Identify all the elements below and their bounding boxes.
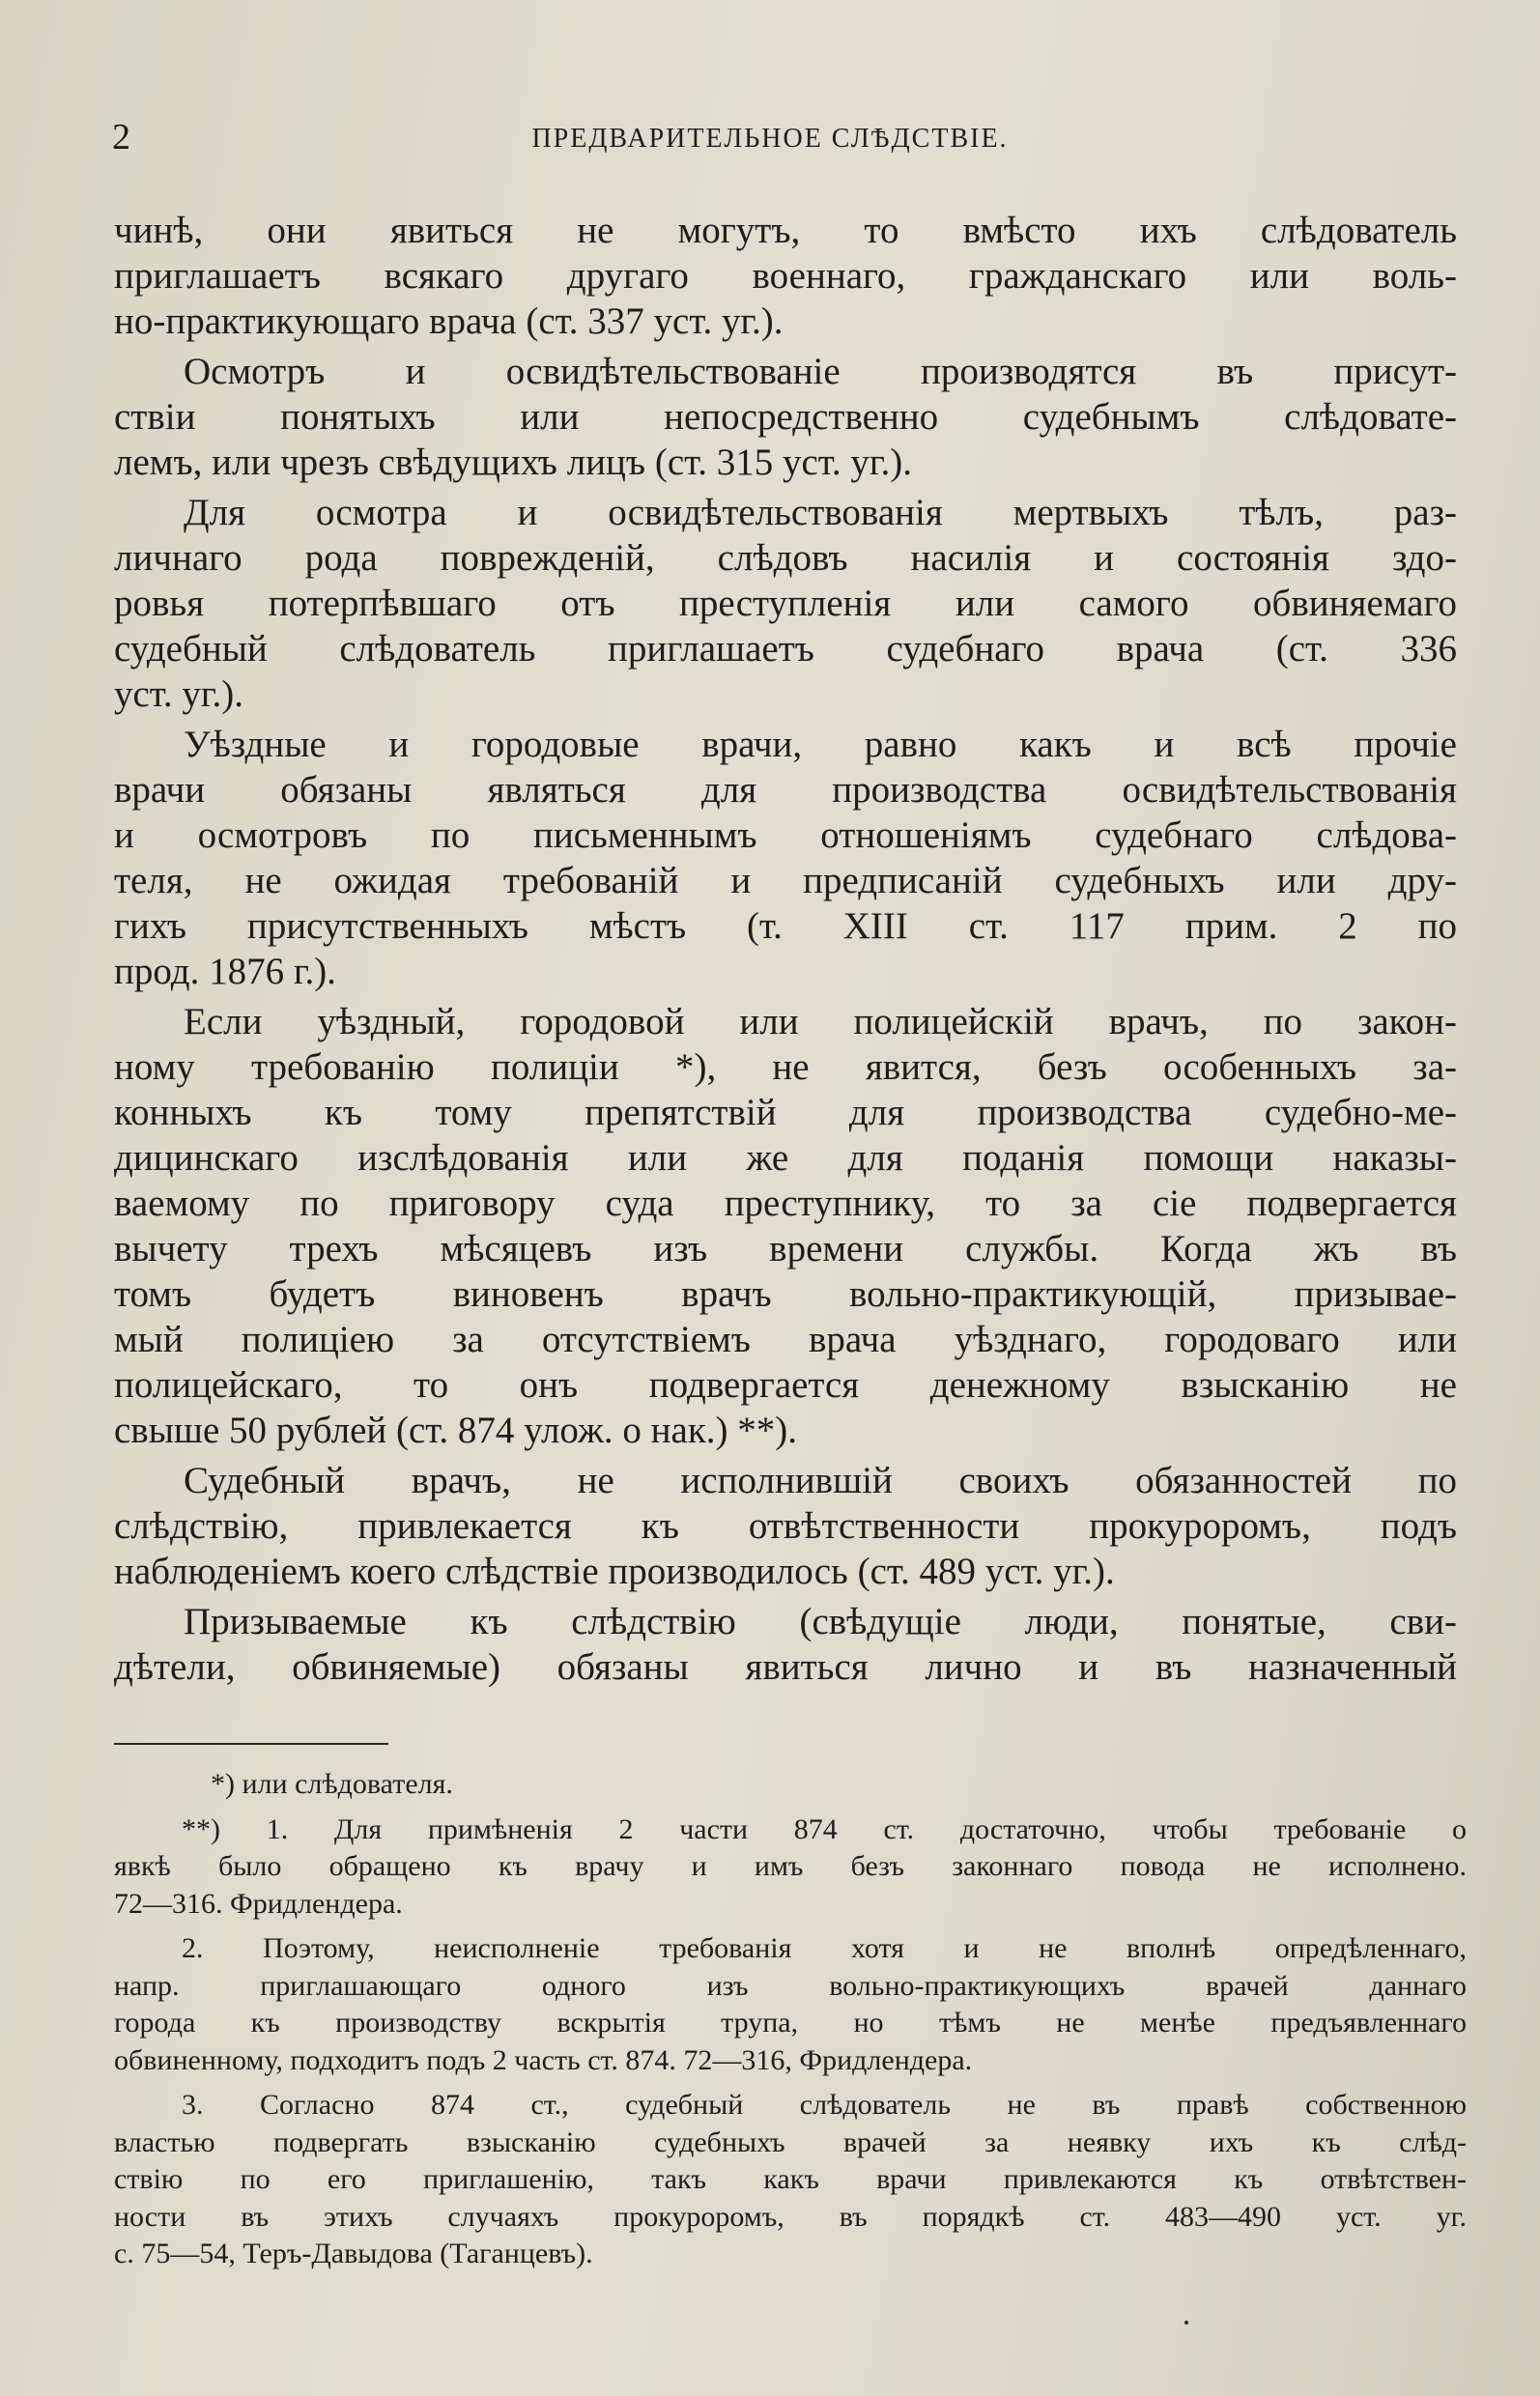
text-line: Судебный врачъ, не исполнившій своихъ обязанностей по	[184, 1460, 1457, 1501]
paragraph	[114, 1458, 1457, 1594]
text-line: и осмотровъ по письменнымъ отношеніямъ судебнаго слѣдова-	[114, 814, 1457, 856]
text-line: уст. уг.).	[114, 673, 244, 715]
footnote-line: *) или слѣдователя.	[211, 1768, 453, 1800]
paragraph	[114, 999, 1457, 1453]
text-line: ствіи понятыхъ или непосредственно судебнымъ слѣдовате-	[114, 396, 1457, 438]
text-line: вычету трехъ мѣсяцевъ изъ времени службы. Когда жъ въ	[114, 1228, 1457, 1269]
text-line: свыше 50 рублей (ст. 874 улож. о нак.) **).	[114, 1410, 797, 1451]
paragraph	[114, 1599, 1457, 1690]
footnote-line: напр. приглашающаго одного изъ вольно-практикующихъ врачей даннаго	[114, 1969, 1467, 2002]
text-line: наблюденіемъ коего слѣдствіе производилось (ст. 489 уст. уг.).	[114, 1551, 1115, 1592]
text-line: но-практикующаго врача (ст. 337 уст. уг.).	[114, 300, 784, 342]
footnote-separator	[114, 1743, 388, 1745]
text-line: приглашаетъ всякаго другаго военнаго, гражданскаго или воль-	[114, 255, 1457, 297]
paragraph	[114, 490, 1457, 717]
footnote-line: ствію по его приглашенію, такъ какъ врачи привлекаются къ отвѣтствен-	[114, 2163, 1467, 2195]
text-line: ваемому по приговору суда преступнику, то за сіе подвергается	[114, 1183, 1457, 1224]
text-line: Призываемые къ слѣдствію (свѣдущіе люди, понятые, сви-	[184, 1601, 1457, 1642]
text-line: ровья потерпѣвшаго отъ преступленія или самого обвиняемаго	[114, 583, 1457, 624]
text-line: лемъ, или чрезъ свѣдущихъ лицъ (ст. 315 уст. уг.).	[114, 442, 912, 483]
text-line: Уѣздные и городовые врачи, равно какъ и всѣ прочіе	[184, 724, 1457, 765]
footnotes	[114, 1758, 1467, 2273]
footnote-line: 72—316. Фридлендера.	[114, 1887, 403, 1920]
text-line: Для осмотра и освидѣтельствованія мертвыхъ тѣлъ, раз-	[184, 492, 1457, 533]
text-line: дицинскаго изслѣдованія или же для поданія помощи наказы-	[114, 1137, 1457, 1179]
paragraph	[114, 722, 1457, 994]
footnote	[114, 1811, 1467, 1924]
paragraph	[114, 349, 1457, 485]
footnote-line: города къ производству вскрытія трупа, но тѣмъ не менѣе предъявленнаго	[114, 2007, 1467, 2039]
text-line: судебный слѣдователь приглашаетъ судебнаго врача (ст. 336	[114, 628, 1457, 670]
footnote-line: с. 75—54, Теръ-Давыдова (Таганцевъ).	[114, 2238, 593, 2269]
text-line: слѣдствію, привлекается къ отвѣтственности прокуроромъ, подъ	[114, 1505, 1457, 1547]
footnote	[114, 2087, 1467, 2273]
footnote-line: властью подвергать взысканію судебныхъ врачей за неявку ихъ къ слѣд-	[114, 2125, 1467, 2158]
text-line: прод. 1876 г.).	[114, 951, 336, 992]
text-line: дѣтели, обвиняемые) обязаны явиться лично и въ назначенный	[114, 1646, 1457, 1688]
text-line: ному требованію полиціи *), не явится, безъ особенныхъ за-	[114, 1046, 1457, 1088]
text-line: Если уѣздный, городовой или полицейскій врачъ, по закон-	[184, 1001, 1457, 1042]
footnote	[114, 1766, 1467, 1804]
text-line: теля, не ожидая требованій и предписаній судебныхъ или дру-	[114, 860, 1457, 901]
text-line: томъ будетъ виновенъ врачъ вольно-практикующій, призывае-	[114, 1273, 1457, 1315]
footnote	[114, 1930, 1467, 2079]
footnote-line: 3. Согласно 874 ст., судебный слѣдователь не въ правѣ собственною	[182, 2089, 1467, 2121]
main-text	[114, 203, 1457, 1690]
text-line: конныхъ къ тому препятствій для производства судебно-ме-	[114, 1092, 1457, 1133]
text-line: чинѣ, они явиться не могутъ, то вмѣсто ихъ слѣдователь	[114, 210, 1457, 251]
text-line: мый полиціею за отсутствіемъ врача уѣзднаго, городоваго или	[114, 1319, 1457, 1360]
text-line: полицейскаго, то онъ подвергается денежному взысканію не	[114, 1364, 1457, 1406]
footnote-line: **) 1. Для примѣненія 2 части 874 ст. достаточно, чтобы требованіе о	[182, 1812, 1467, 1845]
footnote-line: 2. Поэтому, неисполненіе требованія хотя и не вполнѣ опредѣленнаго,	[182, 1932, 1467, 1964]
running-title: ПРЕДВАРИТЕЛЬНОЕ СЛѢДСТВІЕ.	[531, 124, 1009, 154]
paragraph	[114, 208, 1457, 344]
text-line: врачи обязаны являться для производства освидѣтельствованія	[114, 769, 1457, 811]
text-line: Осмотръ и освидѣтельствованіе производятся въ присут-	[184, 351, 1457, 392]
print-speck	[1184, 2321, 1188, 2325]
text-line: гихъ присутственныхъ мѣстъ (т. XIII ст. 117 прим. 2 по	[114, 905, 1457, 947]
footnote-line: обвиненному, подходитъ подъ 2 часть ст. 874. 72—316, Фридлендера.	[114, 2043, 973, 2076]
footnote-line: явкѣ было обращено къ врачу и имъ безъ законнаго повода не исполнено.	[114, 1850, 1467, 1882]
text-line: личнаго рода поврежденій, слѣдовъ насилія и состоянія здо-	[114, 537, 1457, 579]
footnote-line: ности въ этихъ случаяхъ прокуроромъ, въ порядкѣ ст. 483—490 уст. уг.	[114, 2200, 1467, 2233]
page-number: 2	[112, 117, 130, 157]
